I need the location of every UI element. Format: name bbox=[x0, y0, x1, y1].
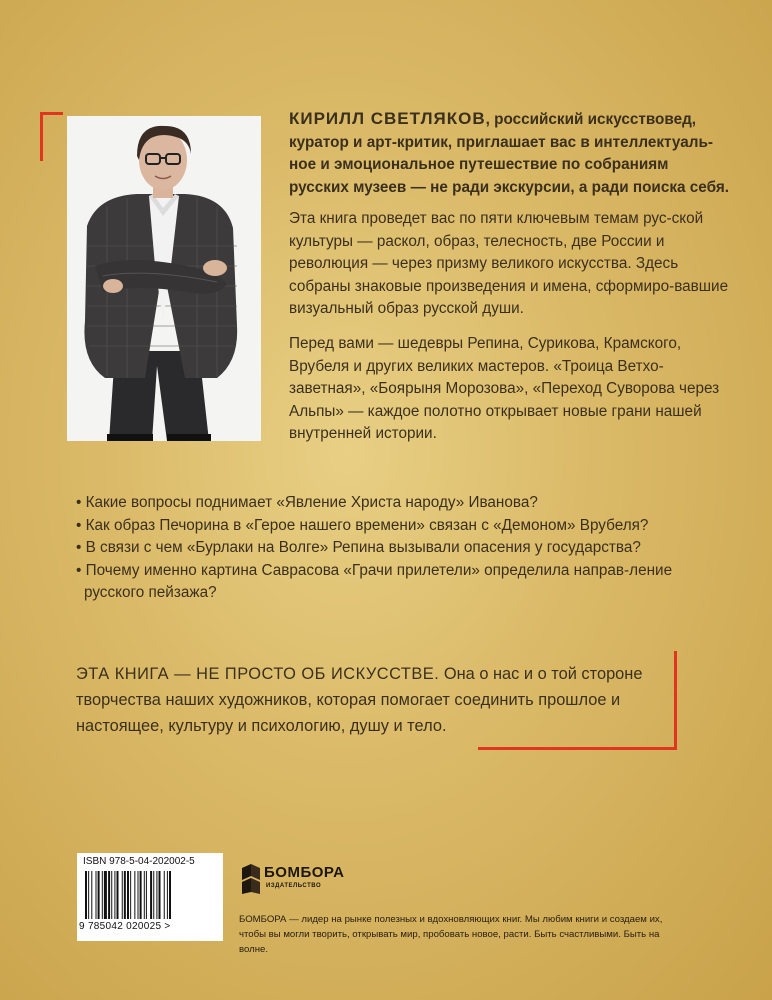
publisher-logo bbox=[240, 862, 450, 902]
question-item: • Как образ Печорина в «Герое нашего времени» связан с «Демоном» Врубеля? bbox=[76, 516, 649, 534]
themes-paragraph: Эта книга проведет вас по пяти ключевым темам рус-ской культуры — раскол, образ, телесность, две России и революция — через призму великого искусства. Здесь собраны знаковые произведения и имена, сформиро-вавшие визуальный образ русской души. bbox=[289, 210, 729, 318]
author-intro-text: , российский искусствовед, куратор и арт-критик, приглашает вас в интеллектуаль-ное и эмоциональное путешествие по собраниям русских музеев — не ради экскурсии, а ради поиска себя. bbox=[289, 111, 729, 196]
barcode-digits: 9 785042 020025 > bbox=[79, 921, 171, 932]
author-intro-paragraph bbox=[289, 108, 729, 199]
bombora-logo-icon bbox=[240, 862, 262, 896]
publisher-name: БОМБОРА bbox=[264, 864, 345, 881]
red-corner-decoration-top-left bbox=[40, 112, 63, 161]
publisher-tagline: БОМБОРА — лидер на рынке полезных и вдохновляющих книг. Мы любим книги и создаем их, чтобы вы могли творить, открывать мир, пробовать новое, расти. Быть счастливыми. Быть на волне. bbox=[239, 914, 663, 955]
highlight-caps: ЭТА КНИГА — НЕ ПРОСТО ОБ ИСКУССТВЕ. bbox=[76, 665, 440, 683]
red-corner-decoration-bottom-right bbox=[478, 651, 677, 750]
questions-list bbox=[76, 492, 706, 605]
barcode-image bbox=[85, 871, 215, 921]
masters-paragraph: Перед вами — шедевры Репина, Сурикова, Крамского, Врубеля и других великих мастеров. «Троица Ветхо-заветная», «Боярыня Морозова», «Переход Суворова через Альпы» — каждое полотно открывает новые грани нашей внутренней истории. bbox=[289, 335, 720, 443]
author-photo bbox=[67, 116, 261, 441]
author-name: КИРИЛЛ СВЕТЛЯКОВ bbox=[289, 109, 486, 128]
publisher-subtitle: ИЗДАТЕЛЬСТВО bbox=[266, 883, 322, 889]
question-item: • Почему именно картина Саврасова «Грачи прилетели» определила направ-ление русского пейзажа? bbox=[76, 561, 673, 602]
barcode-block bbox=[77, 853, 223, 941]
question-item: • Какие вопросы поднимает «Явление Христа народу» Иванова? bbox=[76, 494, 538, 511]
highlight-text: Она о нас и о той стороне творчества наших художников, которая помогает соединить прошлое и настоящее, культуру и психологию, душу и тело. bbox=[76, 665, 643, 735]
isbn-label: ISBN 978-5-04-202002-5 bbox=[83, 856, 195, 867]
question-item: • В связи с чем «Бурлаки на Волге» Репина вызывали опасения у государства? bbox=[76, 539, 641, 557]
